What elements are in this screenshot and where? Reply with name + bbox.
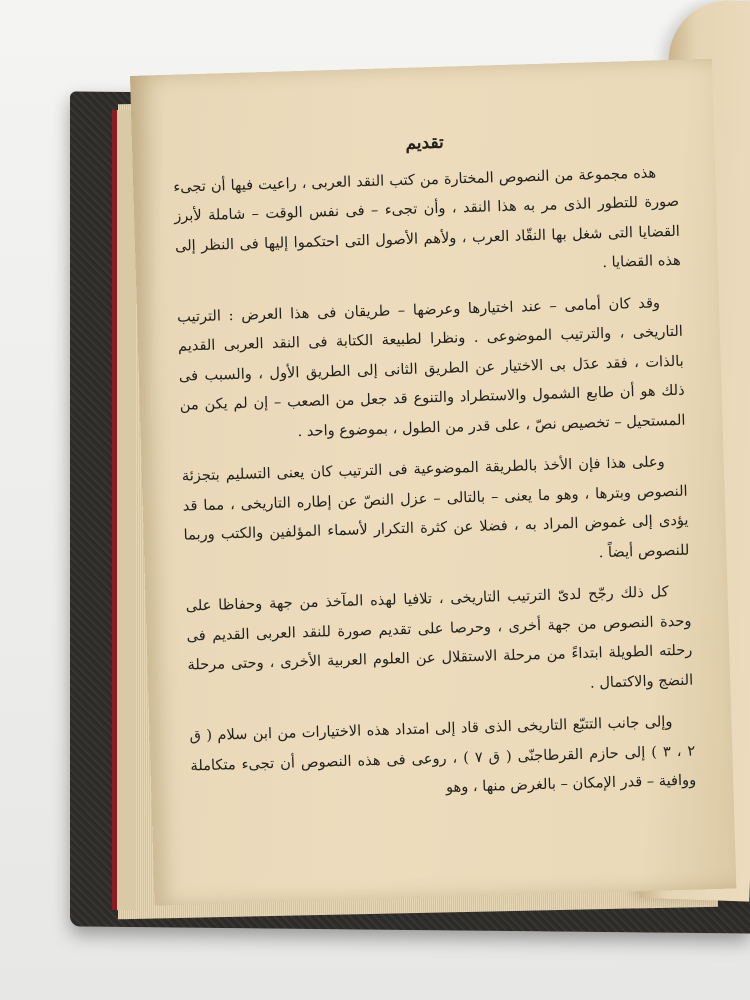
paragraph-2: وقد كان أمامى – عند اختيارها وعرضها – طريقان فى هذا العرض : الترتيب التاريخى ، والترتيب الموضوعى . ونظرا لطبيعة الكتابة فى النقد العربى القديم بالذات ، فقد عدَل بى الاختيار عن الطريق الثانى إلى الطريق الأول ، والسبب فى ذلك هو أن طابع الشمول والاستطراد والتنوع قد جعل من الصعب – إن لم يكن من المستحيل – تخصيص نصّ ، على قدر من الطول ، بموضوع واحد . bbox=[176, 293, 686, 440]
page-edge bbox=[112, 110, 136, 910]
paragraph-4: كل ذلك رجّح لدىّ الترتيب التاريخى ، تلافيا لهذه المآخذ من جهة وحفاظا على وحدة النصوص من جهة أخرى ، وحرصا على تقديم صورة للنقد العربى القديم فى رحلته الطويلة ابتداءً من مرحلة الاستقلال عن العلوم العربية الأخرى ، وحتى مرحلة النضج والاكتمال . bbox=[185, 583, 694, 692]
paragraph-5: وإلى جانب التتبّع التاريخى الذى قاد إلى امتداد هذه الاختيارات من ابن سلام ( ق ٢ ، ٣ ) إلى حازم القرطاجنّى ( ق ٧ ) ، روعى فى هذه النصوص أن تجىء متكاملة ووافية – قدر الإمكان – بالغرض منها ، وهو bbox=[189, 713, 697, 796]
paragraph-3: وعلى هذا فإن الأخذ بالطريقة الموضوعية فى الترتيب كان يعنى التسليم بتجزئة النصوص وبترها ، وهو ما يعنى – بالتالى – عزل النصّ عن إطاره التاريخى ، مما قد يؤدى إلى غموض المراد به ، فضلا عن كثرة التكرار لأسماء المؤلفين والكتب وربما للنصوص أيضاً . bbox=[181, 453, 690, 561]
page-text bbox=[172, 122, 697, 822]
page-title: تقديم bbox=[405, 132, 445, 154]
book-page bbox=[130, 59, 736, 906]
paragraph-1: هذه مجموعة من النصوص المختارة من كتب النقد العربى ، راعيت فيها أن تجىء صورة للتطور الذى مر به هذا النقد ، وأن تجىء – فى نفس الوقت – شاملة لأبرز القضايا التى شغل بها النقّاد العرب ، ولأهم الأصول التى احتكموا إليها فى النظر إلى هذه القضايا . bbox=[173, 163, 681, 272]
